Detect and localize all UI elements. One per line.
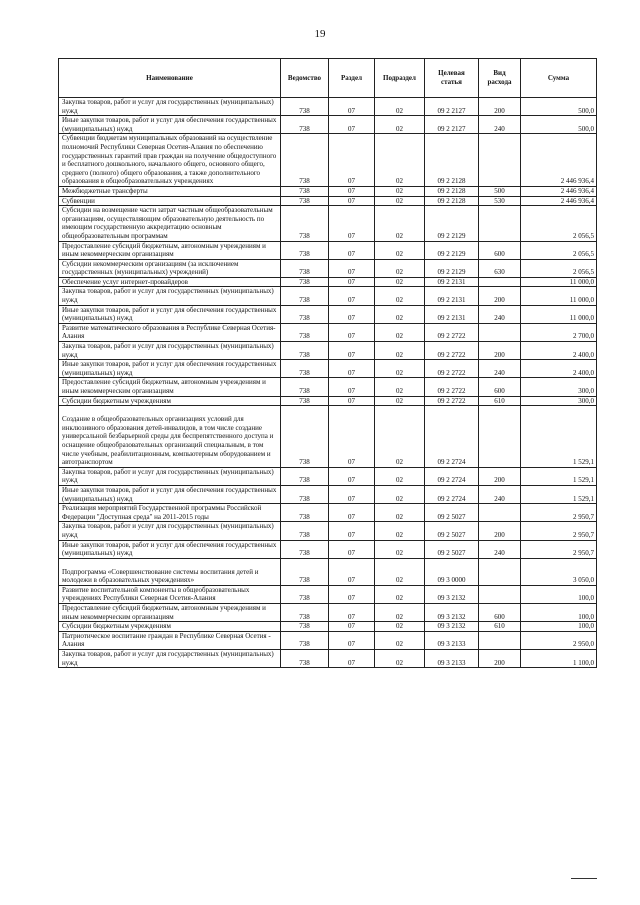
cell-kind: 530 <box>479 196 521 206</box>
cell-name: Иные закупки товаров, работ и услуг для обеспечения государственных (муниципальных) нужд <box>59 305 281 323</box>
cell-department: 738 <box>281 186 329 196</box>
cell-article: 09 3 0000 <box>425 558 479 585</box>
cell-sum: 2 700,0 <box>521 323 597 341</box>
cell-name: Субсидии бюджетным учреждениям <box>59 622 281 632</box>
cell-section: 07 <box>329 622 375 632</box>
cell-sum: 2 400,0 <box>521 360 597 378</box>
table-row <box>59 585 597 603</box>
cell-section: 07 <box>329 323 375 341</box>
cell-section: 07 <box>329 540 375 558</box>
cell-article: 09 2 2128 <box>425 134 479 187</box>
cell-name: Иные закупки товаров, работ и услуг для обеспечения государственных (муниципальных) нужд <box>59 485 281 503</box>
cell-sum: 2 056,5 <box>521 206 597 241</box>
table-row <box>59 277 597 287</box>
table-row <box>59 485 597 503</box>
header-name: Наименование <box>59 59 281 98</box>
cell-section: 07 <box>329 134 375 187</box>
cell-department: 738 <box>281 277 329 287</box>
cell-subsection: 02 <box>375 540 425 558</box>
cell-name: Закупка товаров, работ и услуг для государственных (муниципальных) нужд <box>59 287 281 305</box>
cell-subsection: 02 <box>375 622 425 632</box>
cell-kind: 600 <box>479 241 521 259</box>
cell-kind: 240 <box>479 116 521 134</box>
table-row <box>59 98 597 116</box>
cell-name: Подпрограмма «Совершенствование системы воспитания детей и молодежи в образовательных учреждениях» <box>59 558 281 585</box>
cell-article: 09 3 2133 <box>425 650 479 668</box>
cell-kind: 200 <box>479 98 521 116</box>
cell-section: 07 <box>329 504 375 522</box>
header-section: Раздел <box>329 59 375 98</box>
cell-department: 738 <box>281 342 329 360</box>
cell-department: 738 <box>281 287 329 305</box>
cell-section: 07 <box>329 259 375 277</box>
cell-section: 07 <box>329 585 375 603</box>
cell-subsection: 02 <box>375 467 425 485</box>
cell-department: 738 <box>281 650 329 668</box>
cell-name: Закупка товаров, работ и услуг для государственных (муниципальных) нужд <box>59 342 281 360</box>
cell-department: 738 <box>281 206 329 241</box>
cell-subsection: 02 <box>375 631 425 649</box>
cell-name: Предоставление субсидий бюджетным, автономным учреждениям и иным некоммерческим организациям <box>59 378 281 396</box>
cell-subsection: 02 <box>375 378 425 396</box>
footer-mark <box>571 878 597 879</box>
header-kind: Вид расхода <box>479 59 521 98</box>
budget-table <box>58 58 597 668</box>
cell-section: 07 <box>329 522 375 540</box>
cell-sum: 2 950,7 <box>521 504 597 522</box>
cell-name: Субвенции бюджетам муниципальных образований на осуществление полномочий Республики Северная Осетия-Алания по обеспечению государственных гарантий прав граждан на получение общедоступного и бесплатного дошкольного, начального общего, основного общего, среднего (полного) общего образования, а также дополнительного образования в общеобразовательных учреждениях <box>59 134 281 187</box>
cell-section: 07 <box>329 98 375 116</box>
cell-name: Субсидии некоммерческим организациям (за исключением государственных (муниципальных) учреждений) <box>59 259 281 277</box>
cell-sum: 2 056,5 <box>521 259 597 277</box>
cell-kind: 200 <box>479 650 521 668</box>
cell-department: 738 <box>281 604 329 622</box>
cell-kind <box>479 406 521 468</box>
cell-section: 07 <box>329 305 375 323</box>
cell-name: Развитие математического образования в Республике Северная Осетия-Алания <box>59 323 281 341</box>
table-row <box>59 259 597 277</box>
cell-section: 07 <box>329 287 375 305</box>
cell-name: Закупка товаров, работ и услуг для государственных (муниципальных) нужд <box>59 98 281 116</box>
cell-section: 07 <box>329 485 375 503</box>
cell-kind: 610 <box>479 396 521 406</box>
table-row <box>59 558 597 585</box>
cell-kind <box>479 134 521 187</box>
cell-sum: 300,0 <box>521 396 597 406</box>
cell-kind: 630 <box>479 259 521 277</box>
cell-section: 07 <box>329 558 375 585</box>
cell-subsection: 02 <box>375 558 425 585</box>
cell-name: Патриотическое воспитание граждан в Республике Северная Осетия - Алания <box>59 631 281 649</box>
cell-subsection: 02 <box>375 485 425 503</box>
cell-subsection: 02 <box>375 504 425 522</box>
cell-article: 09 2 2127 <box>425 116 479 134</box>
cell-name: Предоставление субсидий бюджетным, автономным учреждениям и иным некоммерческим организациям <box>59 604 281 622</box>
table-row <box>59 522 597 540</box>
table-row <box>59 196 597 206</box>
cell-sum: 1 100,0 <box>521 650 597 668</box>
cell-department: 738 <box>281 467 329 485</box>
cell-name: Субвенции <box>59 196 281 206</box>
cell-article: 09 2 2722 <box>425 360 479 378</box>
cell-section: 07 <box>329 116 375 134</box>
cell-subsection: 02 <box>375 98 425 116</box>
table-row <box>59 241 597 259</box>
cell-sum: 100,0 <box>521 604 597 622</box>
cell-name: Закупка товаров, работ и услуг для государственных (муниципальных) нужд <box>59 650 281 668</box>
cell-subsection: 02 <box>375 134 425 187</box>
cell-sum: 2 950,7 <box>521 540 597 558</box>
cell-department: 738 <box>281 504 329 522</box>
cell-name: Предоставление субсидий бюджетным, автономным учреждениям и иным некоммерческим организациям <box>59 241 281 259</box>
cell-department: 738 <box>281 540 329 558</box>
cell-subsection: 02 <box>375 287 425 305</box>
cell-article: 09 2 2128 <box>425 196 479 206</box>
cell-kind: 500 <box>479 186 521 196</box>
cell-subsection: 02 <box>375 186 425 196</box>
table-row <box>59 186 597 196</box>
cell-subsection: 02 <box>375 604 425 622</box>
cell-article: 09 2 2724 <box>425 406 479 468</box>
cell-name: Создание в общеобразовательных организациях условий для инклюзивного образования детей-инвалидов, в том числе создание универсальной безбарьерной среды для беспрепятственного доступа и оснащение общеобразовательных организаций специальным, в том числе учебным, реабилитационным, компьютерным оборудованием и автотранспортом <box>59 406 281 468</box>
table-row <box>59 134 597 187</box>
cell-article: 09 2 2724 <box>425 485 479 503</box>
table-row <box>59 504 597 522</box>
cell-subsection: 02 <box>375 585 425 603</box>
cell-sum: 1 529,1 <box>521 406 597 468</box>
cell-article: 09 3 2132 <box>425 604 479 622</box>
table-row <box>59 323 597 341</box>
cell-department: 738 <box>281 406 329 468</box>
table-row <box>59 406 597 468</box>
cell-name: Иные закупки товаров, работ и услуг для обеспечения государственных (муниципальных) нужд <box>59 116 281 134</box>
cell-subsection: 02 <box>375 277 425 287</box>
table-row <box>59 116 597 134</box>
cell-department: 738 <box>281 323 329 341</box>
cell-kind <box>479 323 521 341</box>
cell-name: Субсидии бюджетным учреждениям <box>59 396 281 406</box>
table-row <box>59 467 597 485</box>
cell-article: 09 2 2722 <box>425 342 479 360</box>
cell-article: 09 2 2129 <box>425 206 479 241</box>
cell-sum: 500,0 <box>521 98 597 116</box>
cell-section: 07 <box>329 196 375 206</box>
cell-kind: 200 <box>479 287 521 305</box>
cell-subsection: 02 <box>375 305 425 323</box>
cell-section: 07 <box>329 342 375 360</box>
cell-department: 738 <box>281 631 329 649</box>
cell-subsection: 02 <box>375 196 425 206</box>
cell-subsection: 02 <box>375 396 425 406</box>
cell-name: Закупка товаров, работ и услуг для государственных (муниципальных) нужд <box>59 467 281 485</box>
cell-article: 09 2 2131 <box>425 305 479 323</box>
cell-sum: 11 000,0 <box>521 277 597 287</box>
cell-subsection: 02 <box>375 259 425 277</box>
cell-article: 09 2 2722 <box>425 323 479 341</box>
cell-article: 09 2 5027 <box>425 540 479 558</box>
cell-sum: 2 446 936,4 <box>521 186 597 196</box>
header-article: Целевая статья <box>425 59 479 98</box>
cell-sum: 2 056,5 <box>521 241 597 259</box>
table-row <box>59 378 597 396</box>
cell-section: 07 <box>329 206 375 241</box>
table-row <box>59 287 597 305</box>
header-subsection: Подраздел <box>375 59 425 98</box>
cell-article: 09 3 2132 <box>425 585 479 603</box>
table-row <box>59 622 597 632</box>
cell-department: 738 <box>281 522 329 540</box>
cell-sum: 2 446 936,4 <box>521 196 597 206</box>
cell-kind: 200 <box>479 342 521 360</box>
cell-sum: 300,0 <box>521 378 597 396</box>
cell-section: 07 <box>329 360 375 378</box>
table-body <box>59 98 597 668</box>
cell-article: 09 2 2128 <box>425 186 479 196</box>
cell-section: 07 <box>329 631 375 649</box>
cell-department: 738 <box>281 378 329 396</box>
cell-department: 738 <box>281 196 329 206</box>
cell-department: 738 <box>281 585 329 603</box>
cell-section: 07 <box>329 378 375 396</box>
cell-subsection: 02 <box>375 206 425 241</box>
table-row <box>59 305 597 323</box>
cell-kind: 200 <box>479 522 521 540</box>
cell-kind <box>479 206 521 241</box>
cell-article: 09 2 5027 <box>425 522 479 540</box>
cell-department: 738 <box>281 485 329 503</box>
cell-section: 07 <box>329 186 375 196</box>
cell-name: Иные закупки товаров, работ и услуг для обеспечения государственных (муниципальных) нужд <box>59 540 281 558</box>
cell-sum: 2 950,7 <box>521 522 597 540</box>
cell-kind <box>479 585 521 603</box>
table-header-row <box>59 59 597 98</box>
cell-name: Развитие воспитательной компоненты в общеобразовательных учреждениях Республики Северная Осетия-Алания <box>59 585 281 603</box>
cell-article: 09 2 2722 <box>425 396 479 406</box>
cell-department: 738 <box>281 98 329 116</box>
cell-department: 738 <box>281 116 329 134</box>
header-sum: Сумма <box>521 59 597 98</box>
cell-sum: 2 446 936,4 <box>521 134 597 187</box>
cell-section: 07 <box>329 650 375 668</box>
cell-subsection: 02 <box>375 406 425 468</box>
table-row <box>59 650 597 668</box>
cell-kind: 240 <box>479 360 521 378</box>
cell-article: 09 2 2129 <box>425 259 479 277</box>
cell-article: 09 2 2127 <box>425 98 479 116</box>
cell-article: 09 2 2724 <box>425 467 479 485</box>
cell-name: Закупка товаров, работ и услуг для государственных (муниципальных) нужд <box>59 522 281 540</box>
cell-article: 09 2 2131 <box>425 277 479 287</box>
cell-kind: 240 <box>479 540 521 558</box>
cell-sum: 11 000,0 <box>521 287 597 305</box>
cell-subsection: 02 <box>375 323 425 341</box>
cell-sum: 1 529,1 <box>521 485 597 503</box>
cell-department: 738 <box>281 622 329 632</box>
cell-department: 738 <box>281 305 329 323</box>
table-row <box>59 604 597 622</box>
cell-article: 09 2 5027 <box>425 504 479 522</box>
cell-name: Реализация мероприятий Государственной программы Российской Федерации "Доступная среда" на 2011-2015 годы <box>59 504 281 522</box>
table-row <box>59 631 597 649</box>
cell-sum: 100,0 <box>521 622 597 632</box>
cell-subsection: 02 <box>375 522 425 540</box>
cell-section: 07 <box>329 241 375 259</box>
cell-kind: 610 <box>479 622 521 632</box>
cell-department: 738 <box>281 259 329 277</box>
cell-subsection: 02 <box>375 241 425 259</box>
cell-kind: 240 <box>479 305 521 323</box>
cell-kind: 600 <box>479 604 521 622</box>
cell-kind <box>479 558 521 585</box>
cell-article: 09 3 2132 <box>425 622 479 632</box>
cell-kind <box>479 631 521 649</box>
cell-department: 738 <box>281 360 329 378</box>
cell-article: 09 2 2131 <box>425 287 479 305</box>
table-row <box>59 540 597 558</box>
cell-section: 07 <box>329 406 375 468</box>
table-row <box>59 360 597 378</box>
cell-sum: 3 050,0 <box>521 558 597 585</box>
cell-subsection: 02 <box>375 360 425 378</box>
cell-section: 07 <box>329 467 375 485</box>
table-row <box>59 206 597 241</box>
cell-sum: 2 950,0 <box>521 631 597 649</box>
cell-sum: 100,0 <box>521 585 597 603</box>
cell-sum: 11 000,0 <box>521 305 597 323</box>
cell-article: 09 2 2722 <box>425 378 479 396</box>
header-department: Ведомство <box>281 59 329 98</box>
cell-sum: 1 529,1 <box>521 467 597 485</box>
cell-name: Иные закупки товаров, работ и услуг для обеспечения государственных (муниципальных) нужд <box>59 360 281 378</box>
cell-sum: 2 400,0 <box>521 342 597 360</box>
table-row <box>59 342 597 360</box>
cell-department: 738 <box>281 134 329 187</box>
cell-department: 738 <box>281 558 329 585</box>
cell-article: 09 3 2133 <box>425 631 479 649</box>
cell-department: 738 <box>281 241 329 259</box>
cell-name: Субсидии на возмещение части затрат частным общеобразовательным организациям, осуществляющим образовательную деятельность по имеющим государственную аккредитацию основным общеобразовательным программам <box>59 206 281 241</box>
cell-section: 07 <box>329 396 375 406</box>
cell-kind: 240 <box>479 485 521 503</box>
cell-kind: 200 <box>479 467 521 485</box>
cell-section: 07 <box>329 604 375 622</box>
cell-kind: 600 <box>479 378 521 396</box>
cell-section: 07 <box>329 277 375 287</box>
cell-subsection: 02 <box>375 342 425 360</box>
cell-name: Межбюджетные трансферты <box>59 186 281 196</box>
page-number: 19 <box>314 28 326 40</box>
cell-kind <box>479 504 521 522</box>
table-row <box>59 396 597 406</box>
cell-subsection: 02 <box>375 650 425 668</box>
cell-article: 09 2 2129 <box>425 241 479 259</box>
cell-kind <box>479 277 521 287</box>
cell-subsection: 02 <box>375 116 425 134</box>
cell-name: Обеспечение услуг интернет-провайдеров <box>59 277 281 287</box>
cell-department: 738 <box>281 396 329 406</box>
cell-sum: 500,0 <box>521 116 597 134</box>
